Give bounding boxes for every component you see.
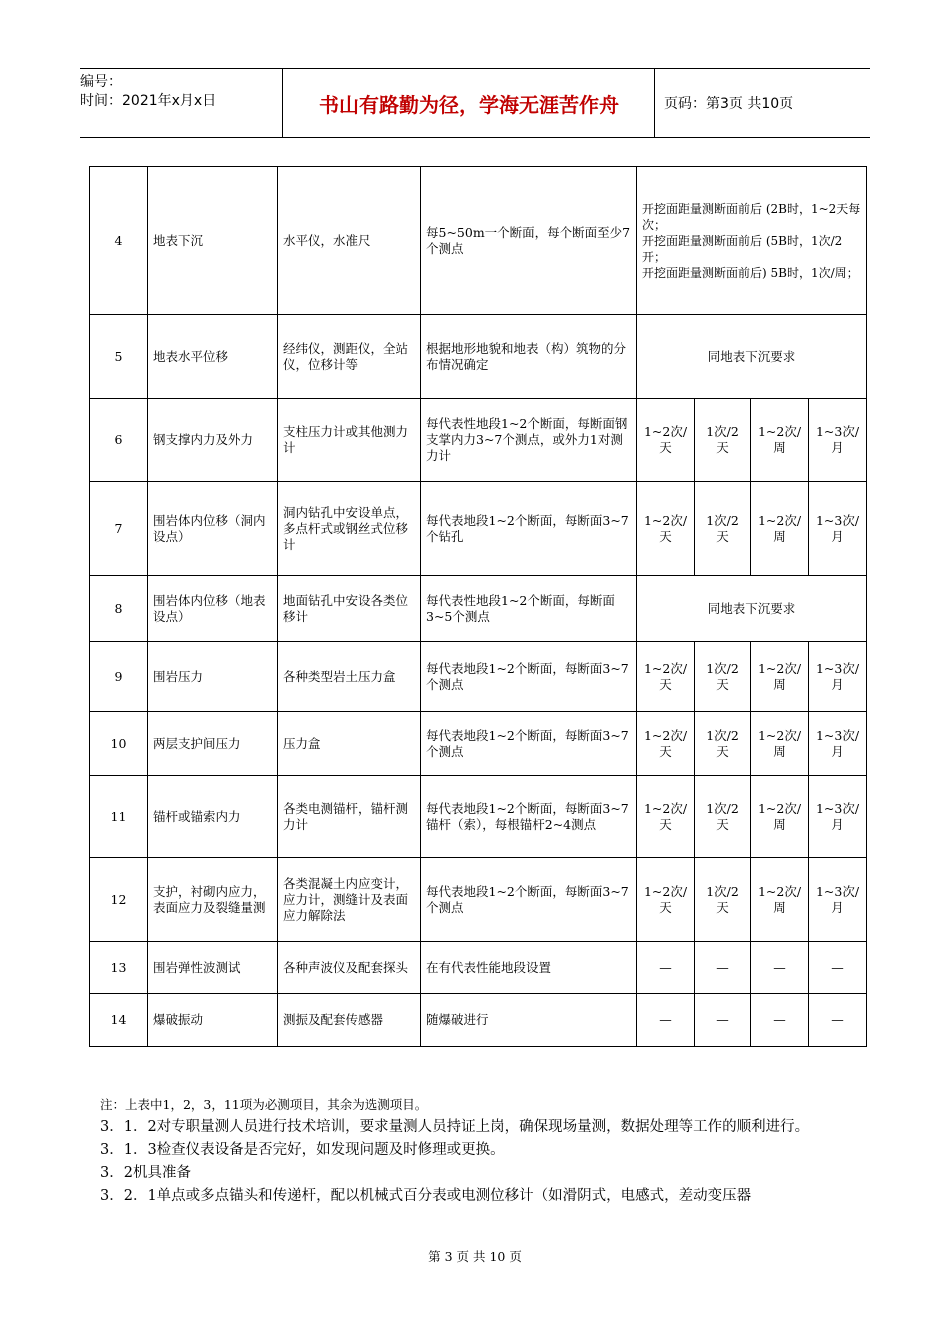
frequency-cell: 1~3次/月: [809, 858, 867, 942]
monitor-frequency: 开挖面距量测断面前后 (2B时，1~2天每次； 开挖面距量测断面前后 (5B时，1次/2开； 开挖面距量测断面前后) 5B时，1次/周；: [637, 167, 867, 315]
monitor-layout: 每5~50m一个断面，每个断面至少7个测点: [421, 167, 637, 315]
monitor-frequency: 同地表下沉要求: [637, 576, 867, 642]
frequency-cell: 1次/2天: [695, 858, 751, 942]
monitor-tool: 水平仪，水准尺: [278, 167, 421, 315]
frequency-cell: 1次/2天: [695, 399, 751, 482]
monitor-tool: 压力盒: [278, 712, 421, 776]
frequency-cell: —: [809, 994, 867, 1047]
frequency-cell: 1~2次/周: [751, 399, 809, 482]
monitor-item: 围岩体内位移（洞内设点）: [148, 482, 278, 576]
row-number: 13: [90, 942, 148, 994]
row-number: 7: [90, 482, 148, 576]
code-label: 编号：: [80, 74, 122, 90]
row-number: 8: [90, 576, 148, 642]
monitor-layout: 每代表地段1~2个断面，每断面3~7个钻孔: [421, 482, 637, 576]
monitor-layout: 每代表性地段1~2个断面，每断面钢支掌内力3~7个测点，或外力1对测力计: [421, 399, 637, 482]
monitor-item: 围岩弹性波测试: [148, 942, 278, 994]
monitor-tool: 各种类型岩土压力盒: [278, 642, 421, 712]
monitor-tool: 支柱压力计或其他测力计: [278, 399, 421, 482]
frequency-cell: —: [751, 942, 809, 994]
frequency-cell: —: [695, 994, 751, 1047]
row-number: 11: [90, 776, 148, 858]
table-row: [90, 994, 867, 1047]
monitor-item: 钢支撑内力及外力: [148, 399, 278, 482]
frequency-cell: 1~3次/月: [809, 642, 867, 712]
frequency-cell: 1~2次/周: [751, 858, 809, 942]
monitor-tool: 各类电测锚杆，锚杆测力计: [278, 776, 421, 858]
frequency-cell: —: [695, 942, 751, 994]
frequency-cell: 1~2次/周: [751, 712, 809, 776]
frequency-cell: 1~2次/天: [637, 642, 695, 712]
table-row: [90, 482, 867, 576]
frequency-cell: 1~3次/月: [809, 399, 867, 482]
table-row: [90, 858, 867, 942]
table-row: [90, 167, 867, 315]
row-number: 4: [90, 167, 148, 315]
frequency-cell: 1~2次/周: [751, 482, 809, 576]
row-number: 12: [90, 858, 148, 942]
monitor-item: 围岩体内位移（地表设点）: [148, 576, 278, 642]
frequency-cell: 1~2次/天: [637, 482, 695, 576]
monitor-item: 锚杆或锚索内力: [148, 776, 278, 858]
monitor-tool: 测振及配套传感器: [278, 994, 421, 1047]
header-meta: [80, 69, 283, 137]
table-row: [90, 399, 867, 482]
table-row: [90, 942, 867, 994]
monitor-layout: 根据地形地貌和地表（构）筑物的分布情况确定: [421, 315, 637, 399]
frequency-cell: —: [809, 942, 867, 994]
frequency-cell: 1~2次/周: [751, 642, 809, 712]
monitor-layout: 每代表地段1~2个断面，每断面3~7锚杆（索），每根锚杆2~4测点: [421, 776, 637, 858]
frequency-cell: 1次/2天: [695, 642, 751, 712]
monitor-item: 两层支护间压力: [148, 712, 278, 776]
monitor-layout: 随爆破进行: [421, 994, 637, 1047]
row-number: 5: [90, 315, 148, 399]
monitor-tool: 地面钻孔中安设各类位移计: [278, 576, 421, 642]
monitor-item: 围岩压力: [148, 642, 278, 712]
table-row: [90, 642, 867, 712]
monitor-tool: 各种声波仪及配套探头: [278, 942, 421, 994]
table-row: [90, 576, 867, 642]
monitor-item: 地表下沉: [148, 167, 278, 315]
frequency-cell: 1~3次/月: [809, 712, 867, 776]
heading-3-2: 3．2机具准备: [100, 1165, 191, 1181]
monitor-tool: 经纬仪，测距仪，全站仪，位移计等: [278, 315, 421, 399]
header-motto: 书山有路勤为径，学海无涯苦作舟: [284, 69, 655, 137]
paragraph-3-2-1: 3．2．1单点或多点锚头和传递杆，配以机械式百分表或电测位移计（如滑阴式，电感式，差动变压器: [100, 1188, 752, 1204]
notes-section: [100, 1093, 860, 1208]
monitor-tool: 各类混凝土内应变计，应力计，测缝计及表面应力解除法: [278, 858, 421, 942]
monitor-tool: 洞内钻孔中安设单点，多点杆式或钢丝式位移计: [278, 482, 421, 576]
table-note: 注：上表中1，2，3，11项为必测项目，其余为选测项目。: [100, 1097, 428, 1112]
frequency-cell: 1次/2天: [695, 712, 751, 776]
frequency-cell: 1~2次/天: [637, 858, 695, 942]
paragraph-3-1-3: 3．1．3检查仪表设备是否完好，如发现问题及时修理或更换。: [100, 1142, 505, 1158]
row-number: 6: [90, 399, 148, 482]
frequency-cell: —: [637, 994, 695, 1047]
frequency-cell: —: [637, 942, 695, 994]
monitor-layout: 在有代表性能地段设置: [421, 942, 637, 994]
frequency-cell: 1~2次/天: [637, 399, 695, 482]
monitor-item: 地表水平位移: [148, 315, 278, 399]
frequency-cell: 1~3次/月: [809, 776, 867, 858]
monitor-layout: 每代表地段1~2个断面，每断面3~7个测点: [421, 858, 637, 942]
frequency-cell: 1~2次/天: [637, 712, 695, 776]
frequency-cell: 1~2次/周: [751, 776, 809, 858]
frequency-cell: 1次/2天: [695, 776, 751, 858]
paragraph-3-1-2: 3．1．2对专职量测人员进行技术培训，要求量测人员持证上岗，确保现场量测，数据处理等工作的顺利进行。: [100, 1119, 810, 1135]
table-row: [90, 712, 867, 776]
frequency-cell: 1~2次/天: [637, 776, 695, 858]
row-number: 14: [90, 994, 148, 1047]
table-row: [90, 776, 867, 858]
time-label: 时间：2021年x月x日: [80, 93, 217, 109]
frequency-cell: 1次/2天: [695, 482, 751, 576]
row-number: 9: [90, 642, 148, 712]
frequency-cell: 1~3次/月: [809, 482, 867, 576]
table-row: [90, 315, 867, 399]
monitor-item: 支护，衬砌内应力，表面应力及裂缝量测: [148, 858, 278, 942]
header-page-info: 页码：第3页 共10页: [664, 96, 794, 112]
page-header: [80, 68, 870, 138]
monitor-frequency: 同地表下沉要求: [637, 315, 867, 399]
monitor-layout: 每代表地段1~2个断面，每断面3~7个测点: [421, 642, 637, 712]
monitor-layout: 每代表地段1~2个断面，每断面3~7个测点: [421, 712, 637, 776]
monitor-layout: 每代表性地段1~2个断面，每断面3~5个测点: [421, 576, 637, 642]
row-number: 10: [90, 712, 148, 776]
page-footer: 第 3 页 共 10 页: [428, 1249, 522, 1264]
frequency-cell: —: [751, 994, 809, 1047]
monitor-item: 爆破振动: [148, 994, 278, 1047]
monitoring-table: [89, 166, 867, 1047]
